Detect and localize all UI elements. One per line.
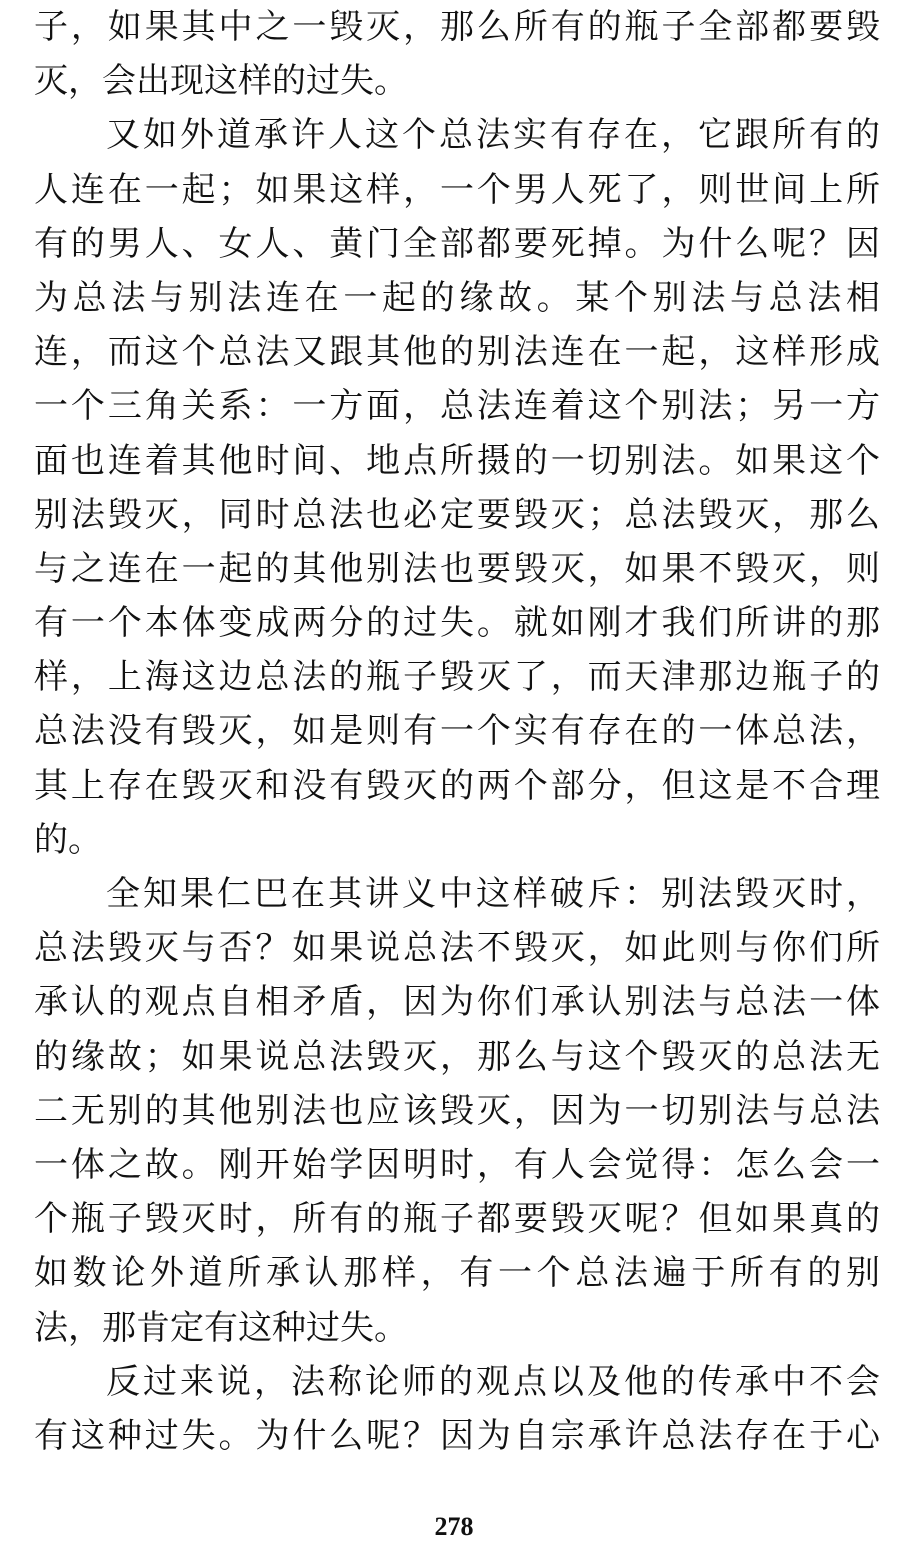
text-line: 总法没有毁灭，如是则有一个实有存在的一体总法， <box>34 711 880 752</box>
text-line: 如数论外道所承认那样，有一个总法遍于所有的别 <box>34 1253 880 1294</box>
text-line: 有一个本体变成两分的过失。就如刚才我们所讲的那 <box>34 603 880 644</box>
text-line: 人连在一起；如果这样，一个男人死了，则世间上所 <box>34 169 880 210</box>
text-line: 与之连在一起的其他别法也要毁灭，如果不毁灭，则 <box>34 548 880 589</box>
page-number: 278 <box>434 1512 474 1541</box>
text-line: 一个三角关系：一方面，总法连着这个别法；另一方 <box>34 386 880 427</box>
text-line: 个瓶子毁灭时，所有的瓶子都要毁灭呢？但如果真的 <box>34 1199 880 1240</box>
text-line: 连，而这个总法又跟其他的别法连在一起，这样形成 <box>34 332 880 373</box>
text-line: 承认的观点自相矛盾，因为你们承认别法与总法一体 <box>34 982 880 1023</box>
text-line: 全知果仁巴在其讲义中这样破斥：别法毁灭时， <box>106 874 880 914</box>
text-line: 法，那肯定有这种过失。 <box>34 1307 408 1348</box>
text-line: 样，上海这边总法的瓶子毁灭了，而天津那边瓶子的 <box>34 657 880 698</box>
text-line: 有这种过失。为什么呢？因为自宗承许总法存在于心 <box>34 1415 880 1456</box>
text-line: 一体之故。刚开始学因明时，有人会觉得：怎么会一 <box>34 1144 880 1185</box>
text-line: 二无别的其他别法也应该毁灭，因为一切别法与总法 <box>34 1090 880 1131</box>
paragraph-2 <box>34 108 880 867</box>
text-line: 子，如果其中之一毁灭，那么所有的瓶子全部都要毁 <box>34 7 880 47</box>
paragraph-4 <box>34 1355 880 1463</box>
text-line: 的缘故；如果说总法毁灭，那么与这个毁灭的总法无 <box>34 1036 880 1077</box>
text-line: 总法毁灭与否？如果说总法不毁灭，如此则与你们所 <box>34 928 880 969</box>
text-line: 面也连着其他时间、地点所摄的一切别法。如果这个 <box>34 440 880 481</box>
text-line: 又如外道承许人这个总法实有存在，它跟所有的 <box>106 115 880 156</box>
text-line: 灭，会出现这样的过失。 <box>34 61 408 102</box>
text-line: 其上存在毁灭和没有毁灭的两个部分，但这是不合理 <box>34 765 880 806</box>
text-line: 反过来说，法称论师的观点以及他的传承中不会 <box>106 1361 880 1402</box>
text-line: 为总法与别法连在一起的缘故。某个别法与总法相 <box>34 277 880 318</box>
text-line: 的。 <box>34 819 102 860</box>
text-line: 有的男人、女人、黄门全部都要死掉。为什么呢？因 <box>34 223 880 264</box>
text-line: 别法毁灭，同时总法也必定要毁灭；总法毁灭，那么 <box>34 494 880 535</box>
paragraph-1 <box>34 0 880 108</box>
document-body <box>34 0 880 1463</box>
paragraph-3 <box>34 867 880 1355</box>
